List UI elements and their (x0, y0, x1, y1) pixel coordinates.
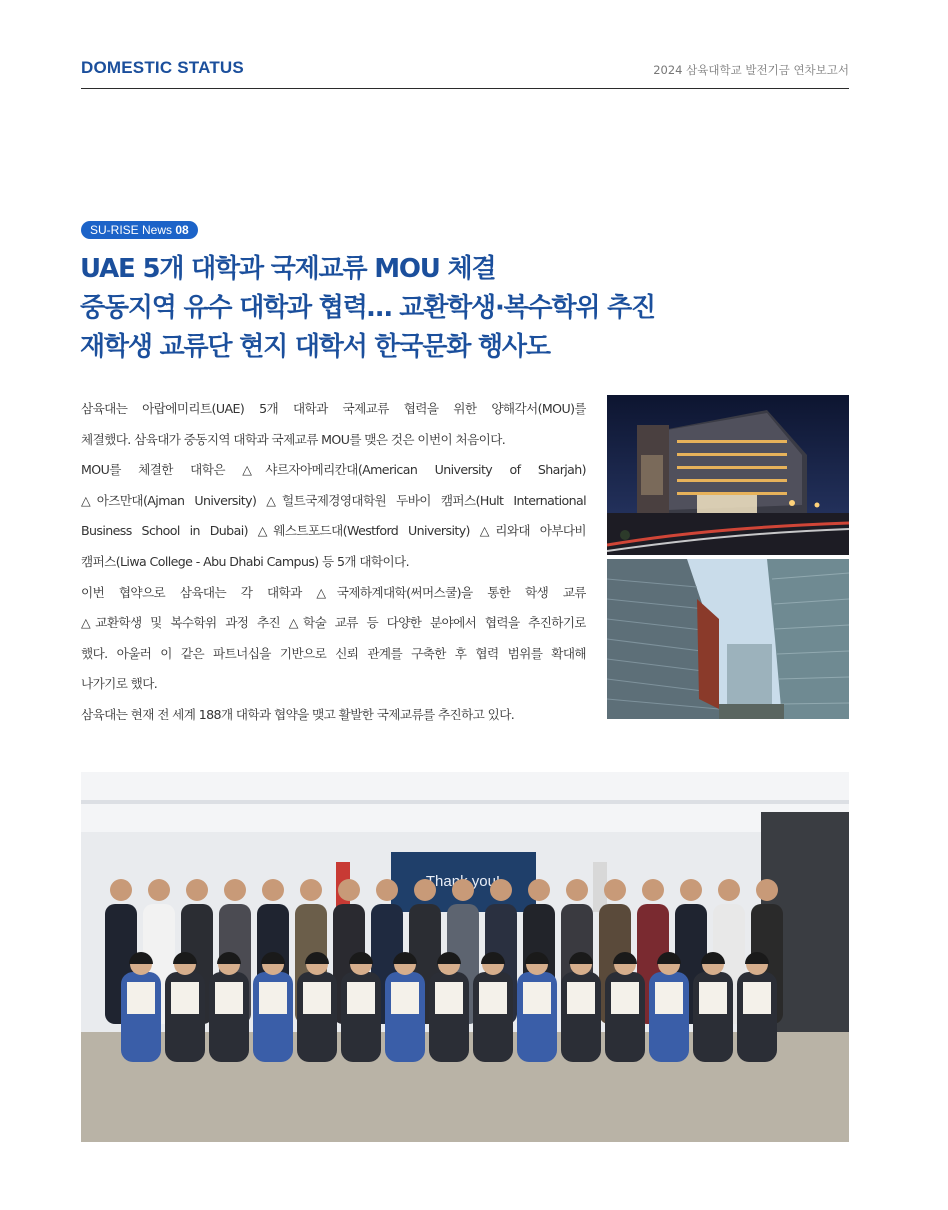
page-header (81, 56, 849, 89)
body-line: MOU를 체결한 대학은 △샤르자아메리칸대(American University of Sharjah) (81, 462, 586, 478)
badge-number: 08 (175, 223, 189, 237)
campus-glass-building-photo (607, 559, 849, 719)
body-line: Business School in Dubai) △웨스트포드대(Westford University) △리와대 아부다비 (81, 523, 586, 539)
body-line: 삼육대는 아랍에미리트(UAE) 5개 대학과 국제교류 협력을 위한 양해각서(MOU)를 (81, 401, 586, 416)
body-line: 캠퍼스(Liwa College - Abu Dhabi Campus) 등 5개 대학이다. (81, 553, 410, 569)
body-line: 했다. 아울러 이 같은 파트너십을 기반으로 신뢰 관계를 구축한 후 협력 범위를 확대해 (81, 645, 586, 661)
section-title: DOMESTIC STATUS (81, 58, 244, 77)
body-line: △아즈만대(Ajman University) △헐트국제경영대학원 두바이 캠퍼스(Hult International (81, 492, 586, 508)
group-photo (81, 772, 849, 1142)
report-title: 2024 삼육대학교 발전기금 연차보고서 (653, 63, 849, 77)
headline (80, 250, 800, 367)
campus-night-photo (607, 395, 849, 555)
headline-line-1: UAE 5개 대학과 국제교류 MOU 체결 (80, 254, 496, 284)
news-badge (81, 221, 198, 239)
body-line: △교환학생 및 복수학위 과정 추진 △학술 교류 등 다양한 분야에서 협력을 추진하기로 (81, 615, 586, 631)
headline-line-2: 중동지역 유수 대학과 협력… 교환학생·복수학위 추진 (80, 293, 655, 323)
headline-line-3: 재학생 교류단 현지 대학서 한국문화 행사도 (80, 332, 550, 362)
badge-label: SU-RISE News (90, 223, 173, 237)
body-line: 나가기로 했다. (81, 676, 158, 692)
body-line: 체결했다. 삼육대가 중동지역 대학과 국제교류 MOU를 맺은 것은 이번이 처음이다. (81, 431, 506, 447)
article-body (81, 394, 586, 731)
body-line: 삼육대는 현재 전 세계 188개 대학과 협약을 맺고 활발한 국제교류를 추진하고 있다. (81, 706, 515, 722)
screen-text: Thank you! (425, 873, 501, 890)
body-line: 이번 협약으로 삼육대는 각 대학과 △국제하계대학(써머스쿨)을 통한 학생 교류 (81, 584, 586, 600)
